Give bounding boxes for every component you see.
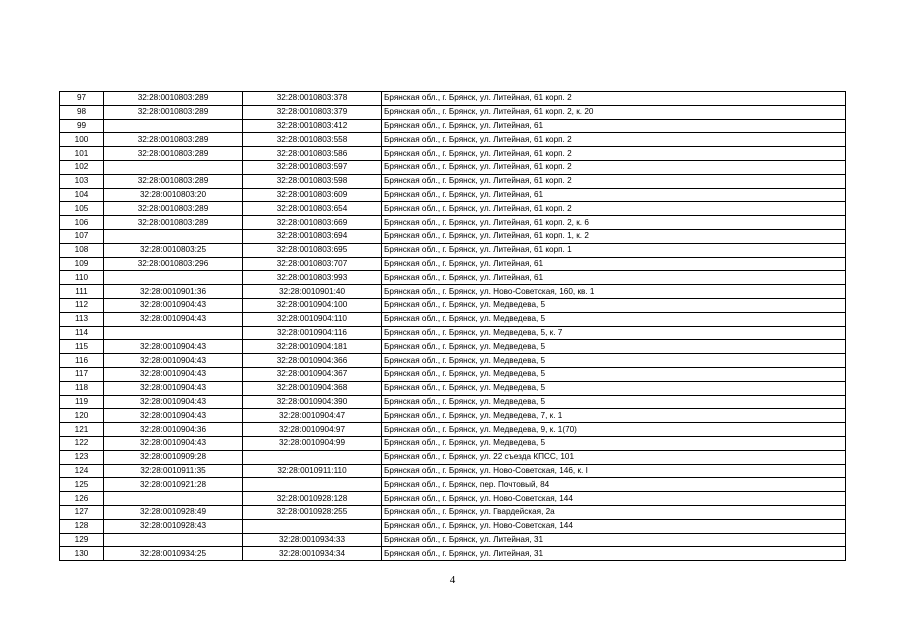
- table-row: [60, 243, 846, 257]
- object-number-cell: 32:28:0010803:378: [243, 92, 382, 106]
- object-number-cell: 32:28:0010803:694: [243, 229, 382, 243]
- address-cell: Брянская обл., г. Брянск, ул. Медведева, 5: [382, 340, 846, 354]
- row-number-cell: 129: [60, 533, 104, 547]
- parcel-number-cell: 32:28:0010901:36: [104, 285, 243, 299]
- table-row: [60, 174, 846, 188]
- address-cell: Брянская обл., г. Брянск, ул. Медведева, 5: [382, 436, 846, 450]
- object-number-cell: [243, 519, 382, 533]
- parcel-number-cell: 32:28:0010904:36: [104, 423, 243, 437]
- row-number-cell: 98: [60, 105, 104, 119]
- address-cell: Брянская обл., г. Брянск, пер. Почтовый, 84: [382, 478, 846, 492]
- object-number-cell: 32:28:0010904:366: [243, 354, 382, 368]
- table-row: [60, 492, 846, 506]
- address-cell: Брянская обл., г. Брянск, ул. Литейная, 61 корп. 1, к. 2: [382, 229, 846, 243]
- row-number-cell: 119: [60, 395, 104, 409]
- address-cell: Брянская обл., г. Брянск, ул. 22 съезда КПСС, 101: [382, 450, 846, 464]
- object-number-cell: 32:28:0010803:654: [243, 202, 382, 216]
- address-cell: Брянская обл., г. Брянск, ул. Медведева, 5: [382, 395, 846, 409]
- table-row: [60, 340, 846, 354]
- object-number-cell: 32:28:0010803:379: [243, 105, 382, 119]
- parcel-number-cell: [104, 533, 243, 547]
- row-number-cell: 104: [60, 188, 104, 202]
- table-row: [60, 436, 846, 450]
- object-number-cell: 32:28:0010911:110: [243, 464, 382, 478]
- address-cell: Брянская обл., г. Брянск, ул. Ново-Советская, 144: [382, 492, 846, 506]
- row-number-cell: 116: [60, 354, 104, 368]
- object-number-cell: 32:28:0010803:412: [243, 119, 382, 133]
- row-number-cell: 120: [60, 409, 104, 423]
- row-number-cell: 102: [60, 160, 104, 174]
- table-row: [60, 395, 846, 409]
- parcel-number-cell: [104, 160, 243, 174]
- object-number-cell: 32:28:0010803:609: [243, 188, 382, 202]
- object-number-cell: 32:28:0010934:34: [243, 547, 382, 561]
- object-number-cell: 32:28:0010803:598: [243, 174, 382, 188]
- page-number: 4: [449, 574, 456, 586]
- object-number-cell: 32:28:0010803:597: [243, 160, 382, 174]
- row-number-cell: 111: [60, 285, 104, 299]
- parcel-number-cell: 32:28:0010911:35: [104, 464, 243, 478]
- table-row: [60, 216, 846, 230]
- parcel-number-cell: 32:28:0010904:43: [104, 436, 243, 450]
- table-row: [60, 367, 846, 381]
- parcel-number-cell: 32:28:0010904:43: [104, 395, 243, 409]
- address-cell: Брянская обл., г. Брянск, ул. Медведева, 5: [382, 381, 846, 395]
- row-number-cell: 122: [60, 436, 104, 450]
- parcel-number-cell: 32:28:0010803:289: [104, 105, 243, 119]
- object-number-cell: 32:28:0010904:367: [243, 367, 382, 381]
- row-number-cell: 118: [60, 381, 104, 395]
- table-row: [60, 505, 846, 519]
- table-row: [60, 92, 846, 106]
- table-row: [60, 312, 846, 326]
- table-row: [60, 519, 846, 533]
- object-number-cell: 32:28:0010904:390: [243, 395, 382, 409]
- table-row: [60, 160, 846, 174]
- row-number-cell: 105: [60, 202, 104, 216]
- table-row: [60, 257, 846, 271]
- parcel-number-cell: 32:28:0010904:43: [104, 409, 243, 423]
- address-cell: Брянская обл., г. Брянск, ул. Литейная, 61 корп. 1: [382, 243, 846, 257]
- address-cell: Брянская обл., г. Брянск, ул. Медведева, 5: [382, 354, 846, 368]
- address-cell: Брянская обл., г. Брянск, ул. Литейная, 61: [382, 119, 846, 133]
- table-row: [60, 354, 846, 368]
- object-number-cell: 32:28:0010803:993: [243, 271, 382, 285]
- address-cell: Брянская обл., г. Брянск, ул. Литейная, 31: [382, 533, 846, 547]
- object-number-cell: [243, 478, 382, 492]
- parcel-number-cell: 32:28:0010904:43: [104, 298, 243, 312]
- row-number-cell: 112: [60, 298, 104, 312]
- table-row: [60, 450, 846, 464]
- parcel-number-cell: 32:28:0010904:43: [104, 381, 243, 395]
- row-number-cell: 99: [60, 119, 104, 133]
- object-number-cell: 32:28:0010803:707: [243, 257, 382, 271]
- table-row: [60, 533, 846, 547]
- table-row: [60, 271, 846, 285]
- table-row: [60, 464, 846, 478]
- object-number-cell: 32:28:0010904:181: [243, 340, 382, 354]
- row-number-cell: 130: [60, 547, 104, 561]
- object-number-cell: 32:28:0010928:255: [243, 505, 382, 519]
- parcel-number-cell: 32:28:0010909:28: [104, 450, 243, 464]
- parcel-number-cell: 32:28:0010803:296: [104, 257, 243, 271]
- address-cell: Брянская обл., г. Брянск, ул. Литейная, 61 корп. 2, к. 20: [382, 105, 846, 119]
- address-cell: Брянская обл., г. Брянск, ул. Литейная, 61: [382, 271, 846, 285]
- parcel-number-cell: 32:28:0010803:289: [104, 202, 243, 216]
- address-cell: Брянская обл., г. Брянск, ул. Гвардейская, 2а: [382, 505, 846, 519]
- table-row: [60, 423, 846, 437]
- row-number-cell: 121: [60, 423, 104, 437]
- parcel-number-cell: 32:28:0010803:289: [104, 133, 243, 147]
- address-cell: Брянская обл., г. Брянск, ул. Литейная, 61 корп. 2: [382, 160, 846, 174]
- row-number-cell: 110: [60, 271, 104, 285]
- parcel-number-cell: [104, 229, 243, 243]
- parcel-number-cell: 32:28:0010803:25: [104, 243, 243, 257]
- address-cell: Брянская обл., г. Брянск, ул. Литейная, 31: [382, 547, 846, 561]
- row-number-cell: 117: [60, 367, 104, 381]
- row-number-cell: 101: [60, 147, 104, 161]
- row-number-cell: 128: [60, 519, 104, 533]
- row-number-cell: 114: [60, 326, 104, 340]
- row-number-cell: 126: [60, 492, 104, 506]
- object-number-cell: 32:28:0010904:100: [243, 298, 382, 312]
- row-number-cell: 113: [60, 312, 104, 326]
- row-number-cell: 125: [60, 478, 104, 492]
- parcel-number-cell: 32:28:0010921:28: [104, 478, 243, 492]
- address-cell: Брянская обл., г. Брянск, ул. Медведева, 5: [382, 312, 846, 326]
- object-number-cell: 32:28:0010803:586: [243, 147, 382, 161]
- table-row: [60, 285, 846, 299]
- row-number-cell: 107: [60, 229, 104, 243]
- parcel-number-cell: 32:28:0010934:25: [104, 547, 243, 561]
- row-number-cell: 109: [60, 257, 104, 271]
- object-number-cell: 32:28:0010803:558: [243, 133, 382, 147]
- address-cell: Брянская обл., г. Брянск, ул. Литейная, 61 корп. 2: [382, 92, 846, 106]
- table-row: [60, 478, 846, 492]
- address-cell: Брянская обл., г. Брянск, ул. Медведева, 9, к. 1(70): [382, 423, 846, 437]
- row-number-cell: 127: [60, 505, 104, 519]
- address-cell: Брянская обл., г. Брянск, ул. Литейная, 61 корп. 2: [382, 133, 846, 147]
- parcel-number-cell: 32:28:0010803:289: [104, 216, 243, 230]
- parcel-number-cell: [104, 271, 243, 285]
- table-row: [60, 381, 846, 395]
- table-row: [60, 409, 846, 423]
- address-cell: Брянская обл., г. Брянск, ул. Медведева, 5, к. 7: [382, 326, 846, 340]
- parcel-number-cell: 32:28:0010904:43: [104, 367, 243, 381]
- address-cell: Брянская обл., г. Брянск, ул. Литейная, 61 корп. 2: [382, 147, 846, 161]
- address-cell: Брянская обл., г. Брянск, ул. Ново-Советская, 160, кв. 1: [382, 285, 846, 299]
- parcel-number-cell: 32:28:0010803:289: [104, 147, 243, 161]
- object-number-cell: 32:28:0010904:368: [243, 381, 382, 395]
- object-number-cell: 32:28:0010904:110: [243, 312, 382, 326]
- address-cell: Брянская обл., г. Брянск, ул. Ново-Советская, 146, к. I: [382, 464, 846, 478]
- address-cell: Брянская обл., г. Брянск, ул. Медведева, 5: [382, 367, 846, 381]
- address-cell: Брянская обл., г. Брянск, ул. Ново-Советская, 144: [382, 519, 846, 533]
- parcel-number-cell: 32:28:0010803:289: [104, 92, 243, 106]
- table-row: [60, 229, 846, 243]
- parcel-number-cell: [104, 492, 243, 506]
- parcel-number-cell: 32:28:0010803:20: [104, 188, 243, 202]
- table-row: [60, 547, 846, 561]
- parcel-number-cell: 32:28:0010904:43: [104, 312, 243, 326]
- cadastral-table: [59, 91, 846, 561]
- object-number-cell: 32:28:0010928:128: [243, 492, 382, 506]
- parcel-number-cell: [104, 119, 243, 133]
- parcel-number-cell: 32:28:0010928:43: [104, 519, 243, 533]
- object-number-cell: [243, 450, 382, 464]
- object-number-cell: 32:28:0010904:97: [243, 423, 382, 437]
- address-cell: Брянская обл., г. Брянск, ул. Литейная, 61 корп. 2: [382, 202, 846, 216]
- object-number-cell: 32:28:0010904:47: [243, 409, 382, 423]
- object-number-cell: 32:28:0010904:116: [243, 326, 382, 340]
- table-row: [60, 188, 846, 202]
- row-number-cell: 100: [60, 133, 104, 147]
- table-row: [60, 133, 846, 147]
- address-cell: Брянская обл., г. Брянск, ул. Литейная, 61: [382, 257, 846, 271]
- parcel-number-cell: [104, 326, 243, 340]
- object-number-cell: 32:28:0010803:695: [243, 243, 382, 257]
- row-number-cell: 103: [60, 174, 104, 188]
- table-row: [60, 326, 846, 340]
- object-number-cell: 32:28:0010901:40: [243, 285, 382, 299]
- address-cell: Брянская обл., г. Брянск, ул. Медведева, 5: [382, 298, 846, 312]
- object-number-cell: 32:28:0010803:669: [243, 216, 382, 230]
- table-row: [60, 119, 846, 133]
- table-row: [60, 105, 846, 119]
- address-cell: Брянская обл., г. Брянск, ул. Медведева, 7, к. 1: [382, 409, 846, 423]
- row-number-cell: 115: [60, 340, 104, 354]
- table-row: [60, 298, 846, 312]
- address-cell: Брянская обл., г. Брянск, ул. Литейная, 61 корп. 2: [382, 174, 846, 188]
- table-row: [60, 147, 846, 161]
- table-body: [60, 92, 846, 561]
- row-number-cell: 106: [60, 216, 104, 230]
- table-row: [60, 202, 846, 216]
- object-number-cell: 32:28:0010934:33: [243, 533, 382, 547]
- parcel-number-cell: 32:28:0010904:43: [104, 354, 243, 368]
- row-number-cell: 108: [60, 243, 104, 257]
- address-cell: Брянская обл., г. Брянск, ул. Литейная, 61: [382, 188, 846, 202]
- row-number-cell: 124: [60, 464, 104, 478]
- parcel-number-cell: 32:28:0010803:289: [104, 174, 243, 188]
- row-number-cell: 123: [60, 450, 104, 464]
- row-number-cell: 97: [60, 92, 104, 106]
- object-number-cell: 32:28:0010904:99: [243, 436, 382, 450]
- parcel-number-cell: 32:28:0010928:49: [104, 505, 243, 519]
- parcel-number-cell: 32:28:0010904:43: [104, 340, 243, 354]
- address-cell: Брянская обл., г. Брянск, ул. Литейная, 61 корп. 2, к. 6: [382, 216, 846, 230]
